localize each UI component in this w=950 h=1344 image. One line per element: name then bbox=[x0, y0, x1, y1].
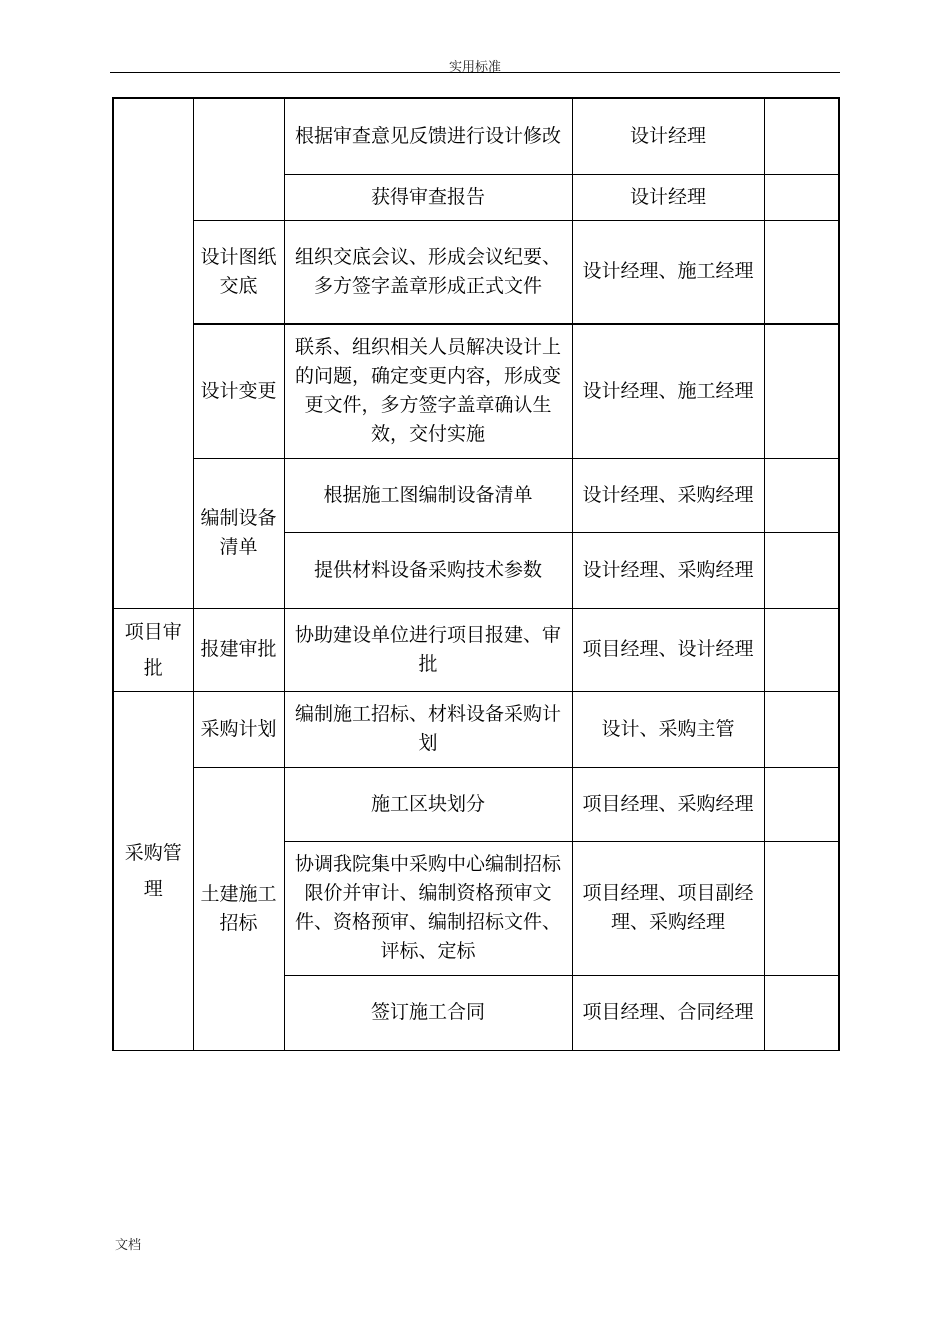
remark-cell bbox=[764, 458, 839, 532]
remark-cell bbox=[764, 975, 839, 1050]
remark-cell bbox=[764, 532, 839, 608]
table-row bbox=[113, 458, 839, 532]
role-cell: 设计经理、施工经理 bbox=[572, 220, 764, 324]
sub-category-cell: 采购计划 bbox=[193, 691, 284, 767]
task-cell: 施工区块划分 bbox=[284, 767, 572, 841]
role-cell: 项目经理、设计经理 bbox=[572, 608, 764, 691]
role-cell: 设计经理、施工经理 bbox=[572, 324, 764, 458]
page-footer: 文档 bbox=[115, 1238, 142, 1253]
task-cell: 联系、组织相关人员解决设计上的问题，确定变更内容，形成变更文件，多方签字盖章确认生效，交付实施 bbox=[284, 324, 572, 458]
table-row bbox=[113, 691, 839, 767]
responsibility-table bbox=[112, 97, 840, 1051]
role-cell: 设计经理 bbox=[572, 174, 764, 220]
task-cell: 协助建设单位进行项目报建、审批 bbox=[284, 608, 572, 691]
remark-cell bbox=[764, 767, 839, 841]
task-cell: 获得审查报告 bbox=[284, 174, 572, 220]
main-category-cell bbox=[113, 98, 193, 608]
main-category-cell: 采购管理 bbox=[113, 691, 193, 1050]
main-category-cell: 项目审批 bbox=[113, 608, 193, 691]
remark-cell bbox=[764, 98, 839, 174]
task-cell: 根据施工图编制设备清单 bbox=[284, 458, 572, 532]
remark-cell bbox=[764, 324, 839, 458]
remark-cell bbox=[764, 691, 839, 767]
role-cell: 设计经理、采购经理 bbox=[572, 458, 764, 532]
page-header: 实用标准 bbox=[448, 60, 501, 75]
sub-category-cell: 设计图纸交底 bbox=[193, 220, 284, 324]
role-cell: 设计经理、采购经理 bbox=[572, 532, 764, 608]
role-cell: 项目经理、项目副经理、采购经理 bbox=[572, 841, 764, 975]
table-row bbox=[113, 98, 839, 174]
header-rule bbox=[110, 72, 840, 73]
table-row bbox=[113, 767, 839, 841]
sub-category-cell: 设计变更 bbox=[193, 324, 284, 458]
sub-category-cell: 土建施工招标 bbox=[193, 767, 284, 1050]
role-cell: 项目经理、合同经理 bbox=[572, 975, 764, 1050]
remark-cell bbox=[764, 174, 839, 220]
task-cell: 协调我院集中采购中心编制招标限价并审计、编制资格预审文件、资格预审、编制招标文件、评标、定标 bbox=[284, 841, 572, 975]
task-cell: 编制施工招标、材料设备采购计划 bbox=[284, 691, 572, 767]
remark-cell bbox=[764, 608, 839, 691]
sub-category-cell bbox=[193, 98, 284, 220]
sub-category-cell: 报建审批 bbox=[193, 608, 284, 691]
remark-cell bbox=[764, 220, 839, 324]
task-cell: 根据审查意见反馈进行设计修改 bbox=[284, 98, 572, 174]
sub-category-cell: 编制设备清单 bbox=[193, 458, 284, 608]
task-cell: 组织交底会议、形成会议纪要、多方签字盖章形成正式文件 bbox=[284, 220, 572, 324]
remark-cell bbox=[764, 841, 839, 975]
role-cell: 项目经理、采购经理 bbox=[572, 767, 764, 841]
role-cell: 设计、采购主管 bbox=[572, 691, 764, 767]
role-cell: 设计经理 bbox=[572, 98, 764, 174]
table-row bbox=[113, 220, 839, 324]
table-row bbox=[113, 324, 839, 458]
task-cell: 签订施工合同 bbox=[284, 975, 572, 1050]
task-cell: 提供材料设备采购技术参数 bbox=[284, 532, 572, 608]
table-row bbox=[113, 608, 839, 691]
